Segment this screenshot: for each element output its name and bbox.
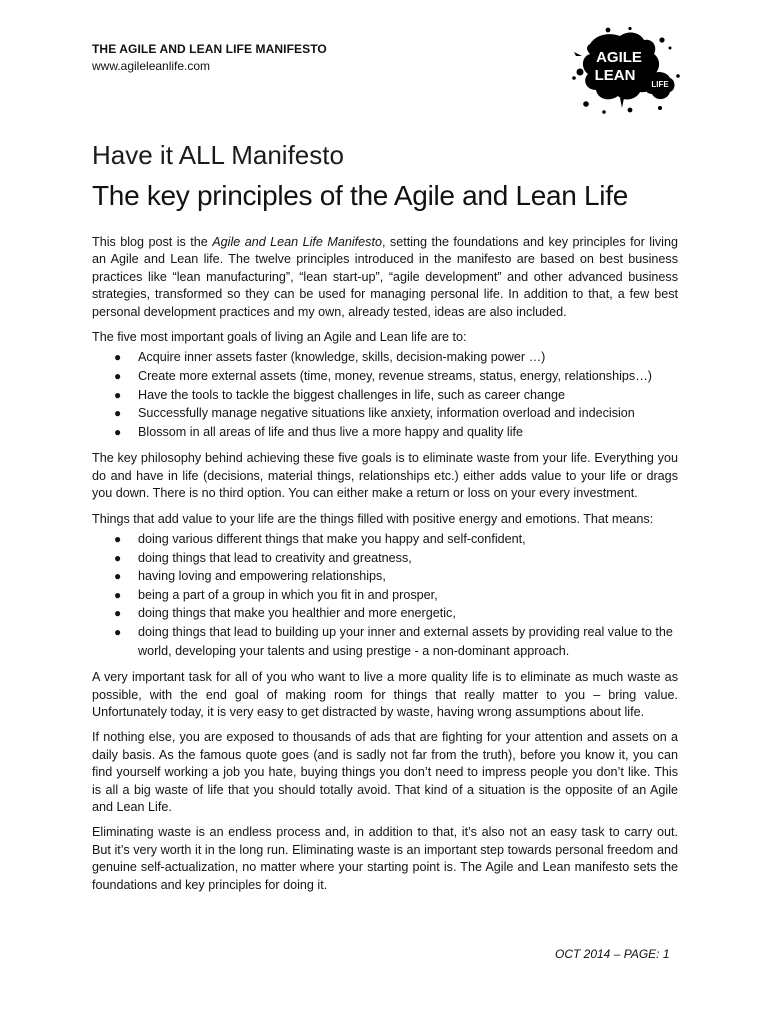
intro-text-end: , setting the foundations and key principles for living an Agile and Lean life. The twelve principles introduced in the manifesto are based on best business practices like “lean manufacturing”, “lean start-up”, “agile development” and other advanced business strategies, transformed so they can be used for managing personal life. In addition to that, a few best personal development practices and my own, already tested, ideas are also included. [92,235,678,319]
value-intro: Things that add value to your life are the things filled with positive energy and emotions. That means: [92,511,654,526]
goal-text: Create more external assets (time, money, revenue streams, status, energy, relationships…) [138,369,652,384]
header-url: www.agileleanlife.com [92,59,211,73]
list-item [114,386,678,405]
agile-lean-life-logo [570,26,682,118]
intro-italic-title: Agile and Lean Life Manifesto [212,235,382,249]
page-subtitle: The key principles of the Agile and Lean Life [92,180,628,211]
bullet-icon: ● [114,625,122,639]
header-title: THE AGILE AND LEAN LIFE MANIFESTO [92,42,327,56]
value-text: doing things that lead to building up your inner and external assets by providing real value to the world, developing your talents and using prestige - a non-dominant approach. [138,625,673,658]
bullet-icon: ● [114,424,122,439]
bullet-icon: ● [114,350,122,365]
list-item [114,367,678,386]
page-footer: OCT 2014 – PAGE: 1 [555,947,670,961]
task-paragraph: A very important task for all of you who want to live a more quality life is to eliminate as much waste as possible, with the end goal of making room for things that really matter to you – bring value. Unfortunately today, it is very easy to get distracted by waste, having wrong assumptions about life. [92,670,678,719]
intro-text-start: This blog post is the [92,235,213,249]
list-item [114,567,678,586]
logo-word-life: LIFE [651,80,669,89]
philosophy-paragraph: The key philosophy behind achieving these five goals is to eliminate waste from your life. Everything you do and have in life (decisions, material things, relationships etc.) either adds value to your life or drags you down. There is no third option. You can either make a return or loss on your every investment. [92,451,678,501]
logo-word-agile: AGILE [596,49,642,66]
goal-text: Successfully manage negative situations like anxiety, information overload and indecision [138,406,635,421]
goal-text: Blossom in all areas of life and thus live a more happy and quality life [138,424,524,439]
bullet-icon: ● [114,569,122,584]
value-text: doing things that lead to creativity and greatness, [138,550,412,565]
closing-paragraph: Eliminating waste is an endless process and, in addition to that, it’s also not an easy task to carry out. But it’s very worth it in the long run. Eliminating waste is an important step towards personal freedom and genuine self-actualization, no matter where your starting point is. The Agile and Lean manifesto sets the foundations and key principles for doing it. [92,825,678,892]
goal-text: Acquire inner assets faster (knowledge, skills, decision-making power …) [138,350,546,365]
value-text: having loving and empowering relationships, [138,569,386,584]
list-item [114,530,678,549]
goals-intro: The five most important goals of living an Agile and Lean life are to: [92,330,467,345]
list-item [114,586,678,605]
page-title: Have it ALL Manifesto [92,140,344,170]
goals-list [92,348,678,441]
value-text: doing various different things that make you happy and self-confident, [138,532,526,547]
list-item [114,549,678,568]
logo-word-lean: LEAN [594,67,636,84]
document-body [92,234,678,902]
list-item [114,404,678,423]
list-item [114,604,678,623]
bullet-icon: ● [114,387,122,402]
value-text: being a part of a group in which you fit in and prosper, [138,587,438,602]
intro-paragraph [92,234,678,321]
ads-paragraph: If nothing else, you are exposed to thousands of ads that are fighting for your attention and assets on a daily basis. As the famous quote goes (and is sadly not far from the truth), before you know it, you can find yourself working a job you hate, buying things you don’t need to impress people you don’t like. This is all a big waste of life that you should totally avoid. That kind of a situation is the opposite of an Agile and Lean Life. [92,730,678,815]
goal-text: Have the tools to tackle the biggest challenges in life, such as career change [138,387,566,402]
list-item [114,423,678,442]
bullet-icon: ● [114,369,122,384]
bullet-icon: ● [114,606,122,621]
list-item [114,348,678,367]
bullet-icon: ● [114,587,122,602]
bullet-icon: ● [114,406,122,421]
value-list [92,530,678,660]
bullet-icon: ● [114,532,122,547]
bullet-icon: ● [114,550,122,565]
value-text: doing things that make you healthier and more energetic, [138,606,456,621]
list-item [114,623,678,660]
